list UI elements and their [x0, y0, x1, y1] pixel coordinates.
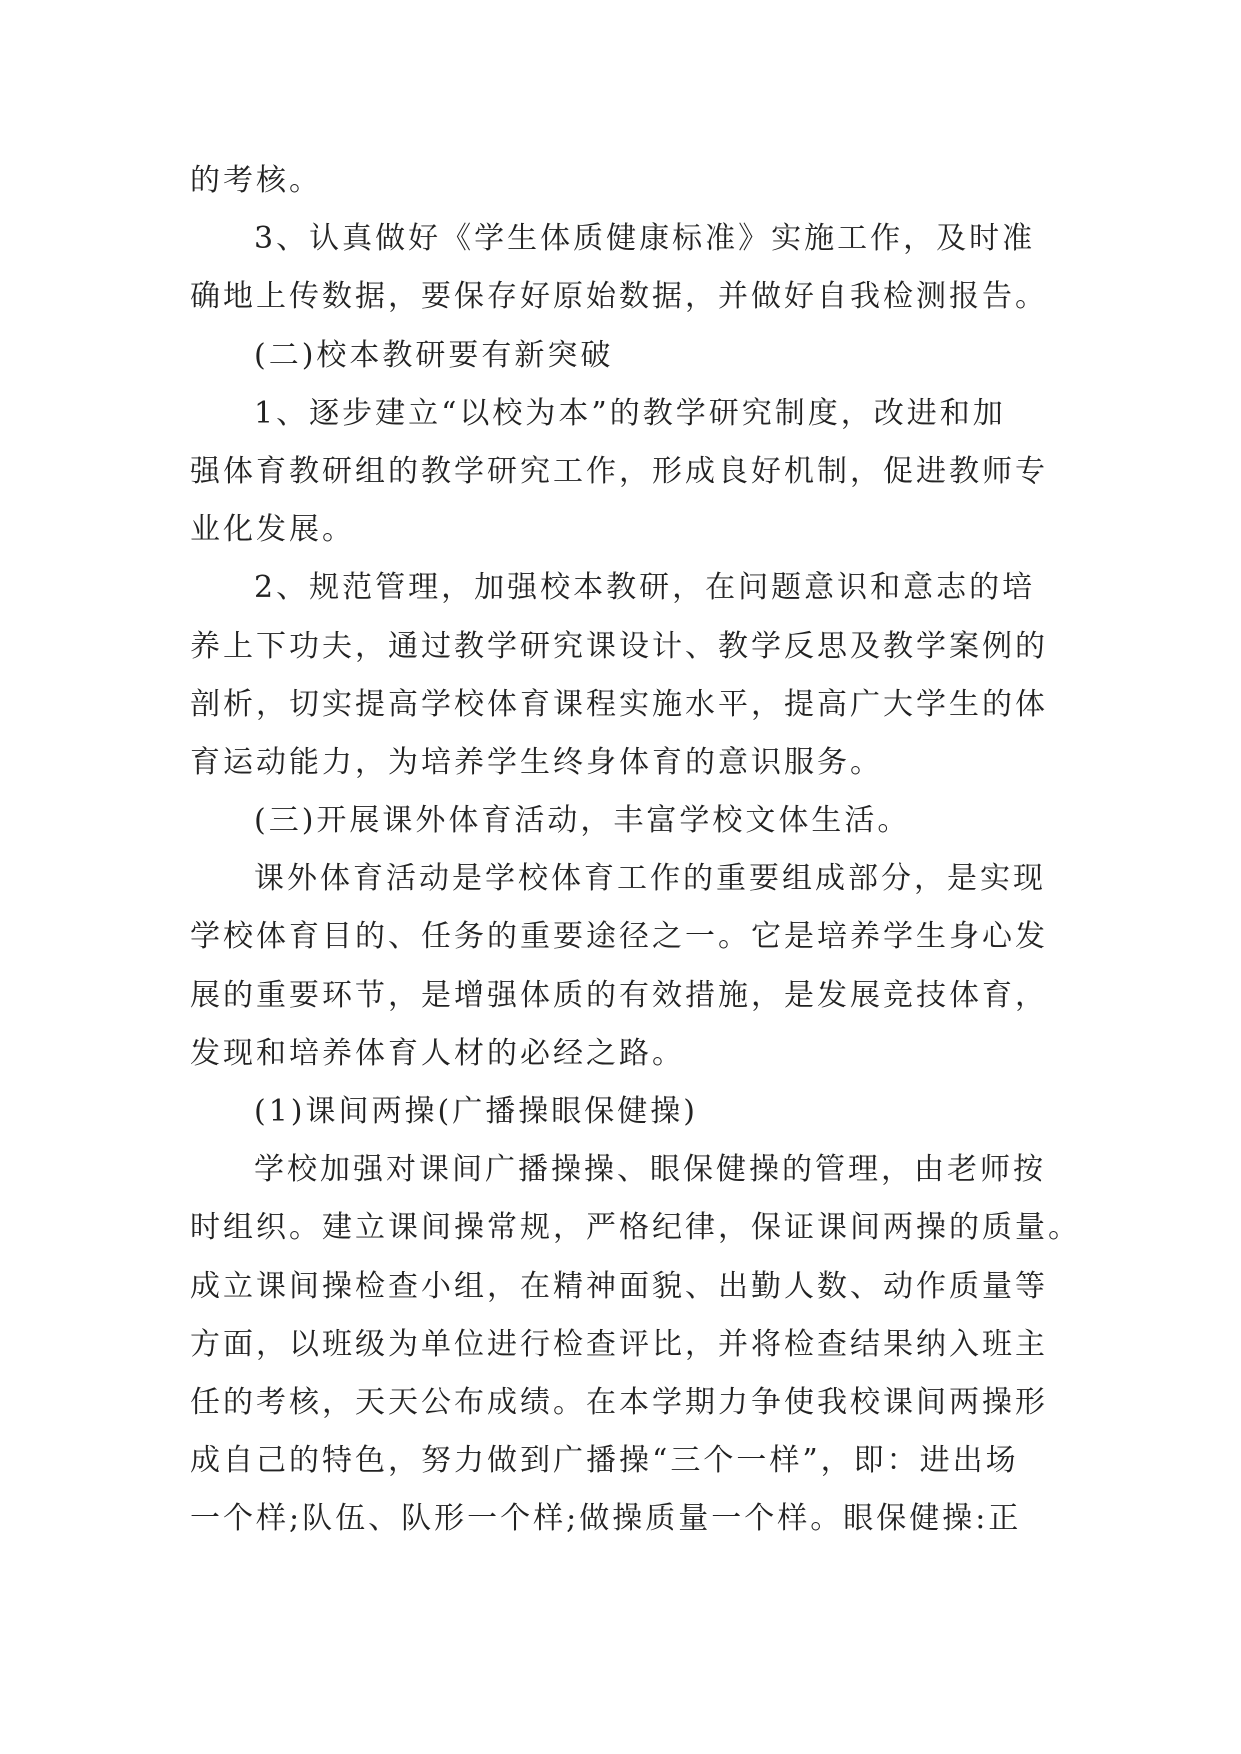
text-line: 展的重要环节，是增强体质的有效措施，是发展竞技体育，: [190, 977, 1048, 1013]
section-heading: (三)开展课外体育活动，丰富学校文体生活。: [254, 803, 911, 839]
text-line: 剖析，切实提高学校体育课程实施水平，提高广大学生的体: [190, 686, 1048, 722]
text-line: 课外体育活动是学校体育工作的重要组成部分，是实现: [254, 861, 1046, 897]
text-line: 养上下功夫，通过教学研究课设计、教学反思及教学案例的: [190, 628, 1048, 664]
section-heading: (二)校本教研要有新突破: [254, 337, 614, 373]
text-line: 学校加强对课间广播操操、眼保健操的管理，由老师按: [254, 1152, 1046, 1188]
text-line: 任的考核，天天公布成绩。在本学期力争使我校课间两操形: [190, 1384, 1048, 1420]
text-line: 一个样;队伍、队形一个样;做操质量一个样。眼保健操:正: [190, 1501, 1022, 1537]
text-line: 2、规范管理，加强校本教研，在问题意识和意志的培: [254, 570, 1036, 606]
text-line: 学校体育目的、任务的重要途径之一。它是培养学生身心发: [190, 919, 1048, 955]
text-line: 发现和培养体育人材的必经之路。: [190, 1035, 685, 1071]
text-line: 3、认真做好《学生体质健康标准》实施工作，及时准: [254, 221, 1036, 257]
text-line: 育运动能力，为培养学生终身体育的意识服务。: [190, 744, 883, 780]
text-line: 时组织。建立课间操常规，严格纪律，保证课间两操的质量。: [190, 1210, 1081, 1246]
text-line: 成自己的特色，努力做到广播操“三个一样”，即：进出场: [190, 1443, 1019, 1479]
text-line: 确地上传数据，要保存好原始数据，并做好自我检测报告。: [190, 279, 1048, 315]
document-body: [190, 152, 1081, 1549]
subsection-heading: (1)课间两操(广播操眼保健操): [254, 1094, 698, 1129]
text-line: 的考核。: [190, 163, 322, 198]
text-line: 方面，以班级为单位进行检查评比，并将检查结果纳入班主: [190, 1326, 1048, 1362]
text-line: 1、逐步建立“以校为本”的教学研究制度，改进和加: [254, 395, 1006, 431]
text-line: 成立课间操检查小组，在精神面貌、出勤人数、动作质量等: [190, 1268, 1048, 1304]
text-line: 强体育教研组的教学研究工作，形成良好机制，促进教师专: [190, 453, 1048, 489]
text-line: 业化发展。: [190, 512, 355, 548]
